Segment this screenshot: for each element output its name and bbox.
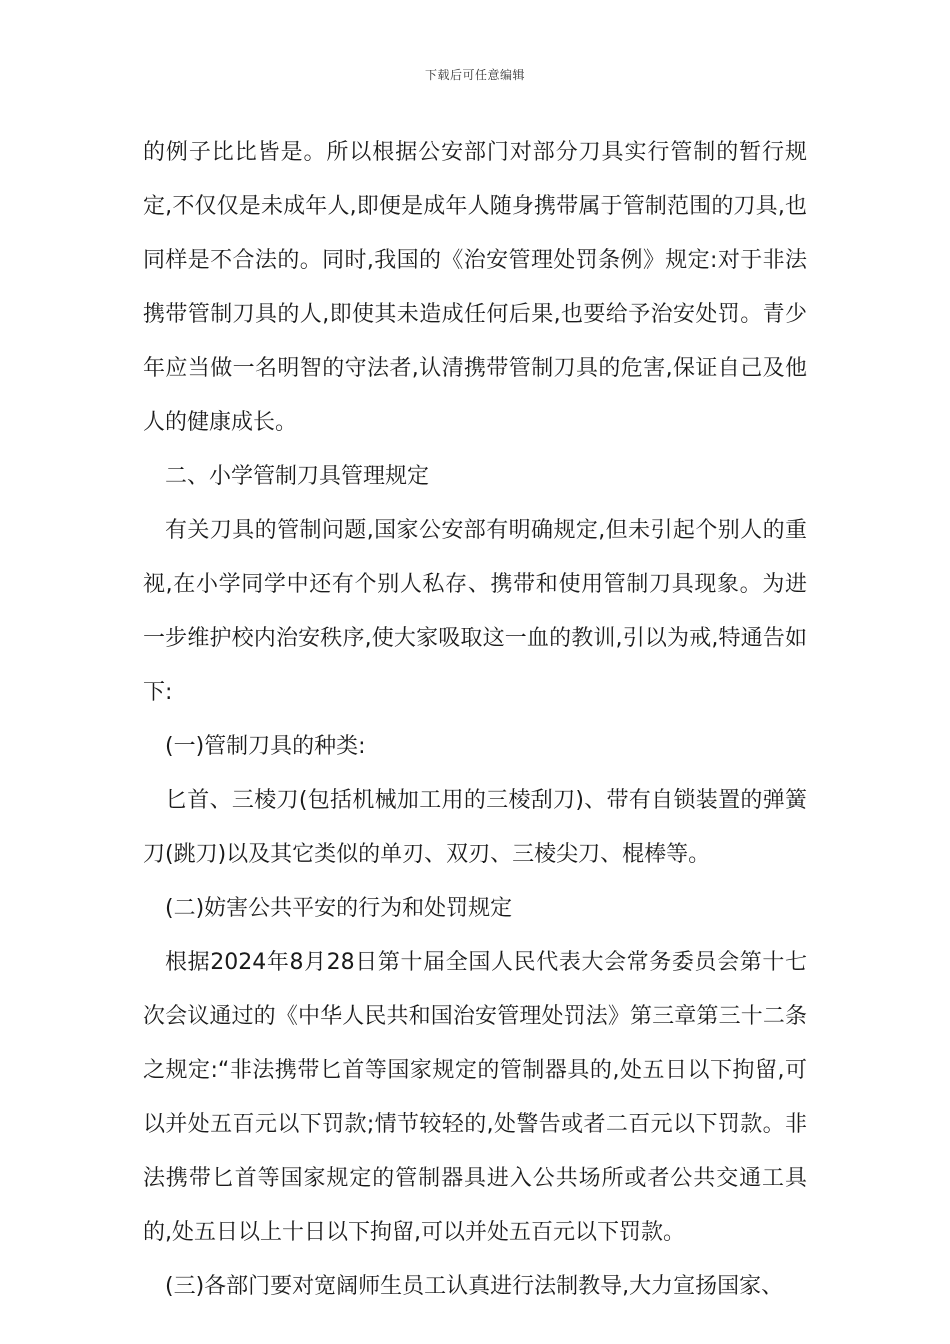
subheading-knife-types: (一)管制刀具的种类:	[165, 734, 366, 759]
paragraph-education: (三)各部门要对宽阔师生员工认真进行法制教导,大力宣扬国家、	[165, 1274, 784, 1299]
subheading-penalties: (二)妨害公共平安的行为和处罚规定	[165, 896, 513, 921]
paragraph-notice: 有关刀具的管制问题,国家公安部有明确规定,但未引起个别人的重视,在小学同学中还有个别人私存、携带和使用管制刀具现象。为进一步维护校内治安秩序,使大家吸取这一血的教训,引以为戒,特通告如下:	[143, 518, 807, 705]
paragraph-penalties: 根据2024年8月28日第十届全国人民代表大会常务委员会第十七次会议通过的《中华人民共和国治安管理处罚法》第三章第三十二条之规定:“非法携带匕首等国家规定的管制器具的,处五日以下拘留,可以并处五百元以下罚款;情节较轻的,处警告或者二百元以下罚款。非法携带匕首等国家规定的管制器具进入公共场所或者公共交通工具的,处五日以上十日以下拘留,可以并处五百元以下罚款。	[143, 950, 807, 1245]
document-body	[143, 126, 807, 1314]
paragraph-intro: 的例子比比皆是。所以根据公安部门对部分刀具实行管制的暂行规定,不仅仅是未成年人,即便是成年人随身携带属于管制范围的刀具,也同样是不合法的。同时,我国的《治安管理处罚条例》规定:对于非法携带管制刀具的人,即使其未造成任何后果,也要给予治安处罚。青少年应当做一名明智的守法者,认清携带管制刀具的危害,保证自己及他人的健康成长。	[143, 140, 807, 435]
page-header-note: 下载后可任意编辑	[424, 68, 525, 82]
paragraph-knife-types: 匕首、三棱刀(包括机械加工用的三棱刮刀)、带有自锁装置的弹簧刀(跳刀)以及其它类似的单刃、双刃、三棱尖刀、棍棒等。	[143, 788, 807, 867]
section-heading-2: 二、小学管制刀具管理规定	[165, 464, 430, 489]
